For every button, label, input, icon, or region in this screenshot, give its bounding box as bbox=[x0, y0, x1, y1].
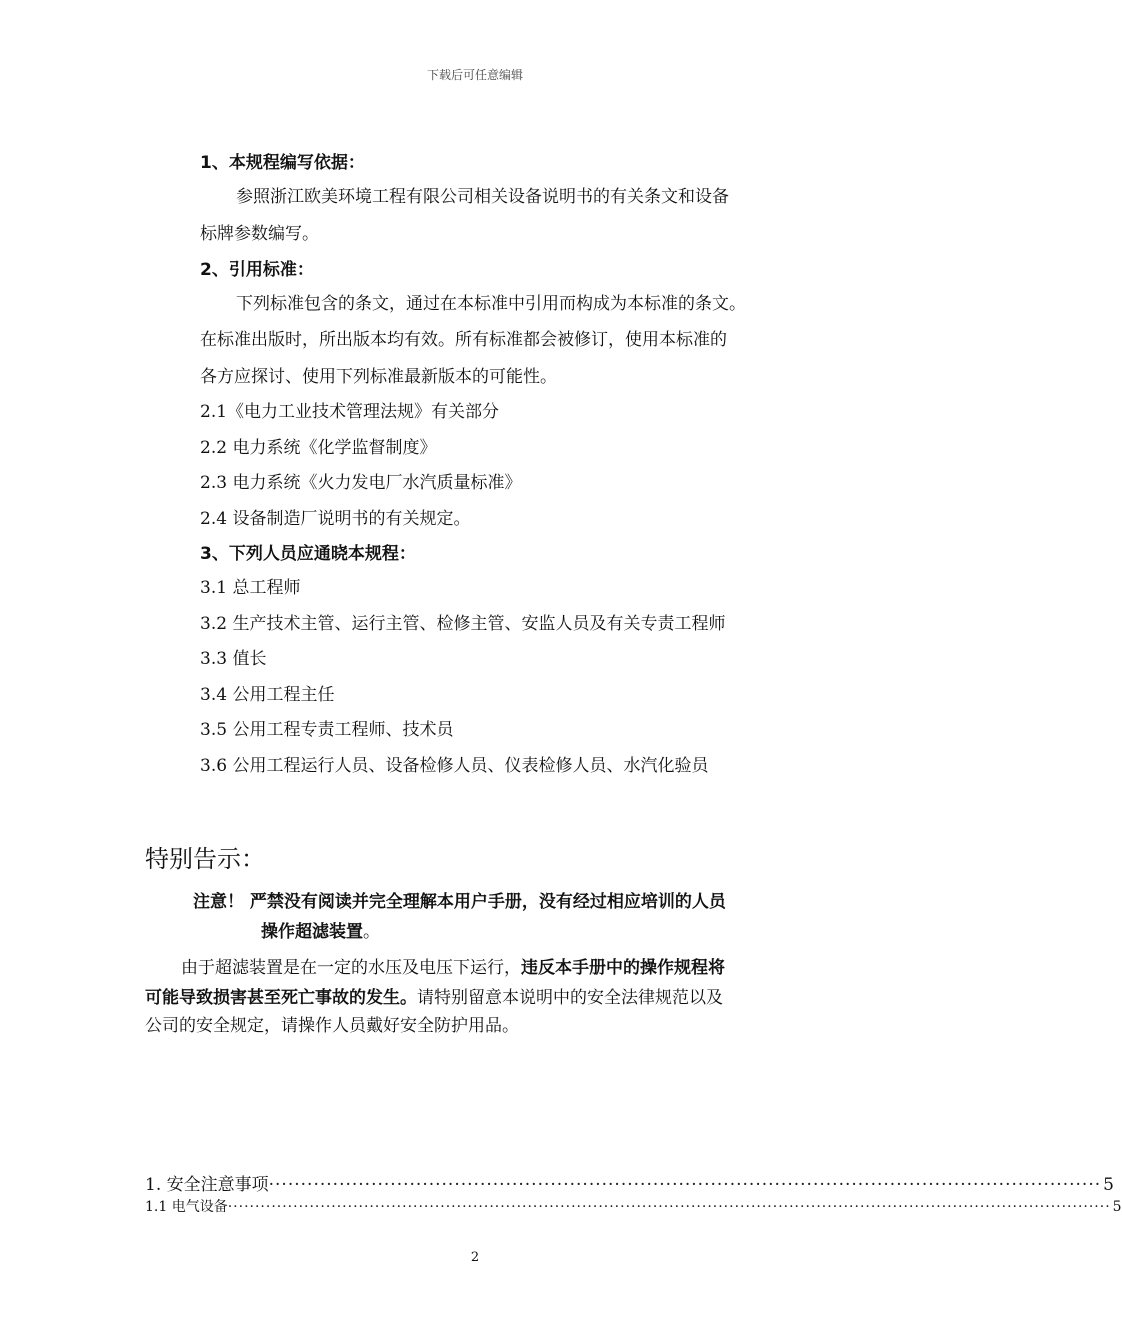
warning-line2-bold: 可能导致损害甚至死亡事故的发生。 bbox=[145, 988, 417, 1008]
toc-leader: ·································································································································································· bbox=[227, 1199, 1111, 1215]
standard-item: 2.2 电力系统《化学监督制度》 bbox=[200, 438, 437, 458]
warning-line1-bold: 违反本手册中的操作规程将 bbox=[521, 958, 725, 978]
standard-item: 2.1《电力工业技术管理法规》有关部分 bbox=[200, 402, 500, 422]
personnel-item: 3.2 生产技术主管、运行主管、检修主管、安监人员及有关专责工程师 bbox=[200, 614, 726, 634]
notice-line2-tail: 。 bbox=[363, 922, 380, 942]
personnel-item: 3.1 总工程师 bbox=[200, 578, 301, 598]
section1-heading: 1、本规程编写依据： bbox=[200, 153, 365, 173]
warning-line2 bbox=[145, 988, 723, 1008]
section1-line2: 标牌参数编写。 bbox=[200, 224, 319, 244]
warning-line3: 公司的安全规定，请操作人员戴好安全防护用品。 bbox=[145, 1016, 519, 1036]
page-header: 下载后可任意编辑 bbox=[426, 68, 523, 82]
section2-line3: 各方应探讨、使用下列标准最新版本的可能性。 bbox=[200, 367, 557, 387]
warning-line1-normal: 由于超滤装置是在一定的水压及电压下运行， bbox=[181, 958, 521, 978]
notice-line2 bbox=[261, 922, 380, 942]
toc-entry[interactable] bbox=[145, 1196, 1122, 1216]
toc-label: 1.1 电气设备 bbox=[145, 1199, 228, 1215]
section2-heading: 2、引用标准： bbox=[200, 260, 314, 280]
section2-line1: 下列标准包含的条文，通过在本标准中引用而构成为本标准的条文。 bbox=[236, 294, 746, 314]
toc-label: 1. 安全注意事项 bbox=[145, 1175, 269, 1195]
warning-line1 bbox=[181, 958, 725, 978]
section1-line1: 参照浙江欧美环境工程有限公司相关设备说明书的有关条文和设备 bbox=[236, 187, 729, 207]
toc-leader: ·································································································································· bbox=[268, 1175, 1102, 1195]
standard-item: 2.4 设备制造厂说明书的有关规定。 bbox=[200, 509, 471, 529]
toc-entry[interactable] bbox=[145, 1170, 1114, 1195]
warning-line2-normal: 请特别留意本说明中的安全法律规范以及 bbox=[417, 988, 723, 1008]
notice-line2-bold: 操作超滤装置 bbox=[261, 922, 363, 942]
personnel-item: 3.5 公用工程专责工程师、技术员 bbox=[200, 720, 454, 740]
section3-heading: 3、下列人员应通晓本规程： bbox=[200, 544, 416, 564]
page-number: 2 bbox=[470, 1250, 480, 1265]
section2-line2: 在标准出版时，所出版本均有效。所有标准都会被修订，使用本标准的 bbox=[200, 330, 727, 350]
personnel-item: 3.4 公用工程主任 bbox=[200, 685, 335, 705]
standard-item: 2.3 电力系统《火力发电厂水汽质量标准》 bbox=[200, 473, 522, 493]
special-notice-title: 特别告示： bbox=[145, 845, 265, 873]
personnel-item: 3.6 公用工程运行人员、设备检修人员、仪表检修人员、水汽化验员 bbox=[200, 756, 709, 776]
toc-page: 5 bbox=[1103, 1175, 1114, 1195]
notice-line1: 注意！ 严禁没有阅读并完全理解本用户手册，没有经过相应培训的人员 bbox=[193, 892, 726, 912]
toc-page: 5 bbox=[1112, 1199, 1122, 1215]
personnel-item: 3.3 值长 bbox=[200, 649, 267, 669]
